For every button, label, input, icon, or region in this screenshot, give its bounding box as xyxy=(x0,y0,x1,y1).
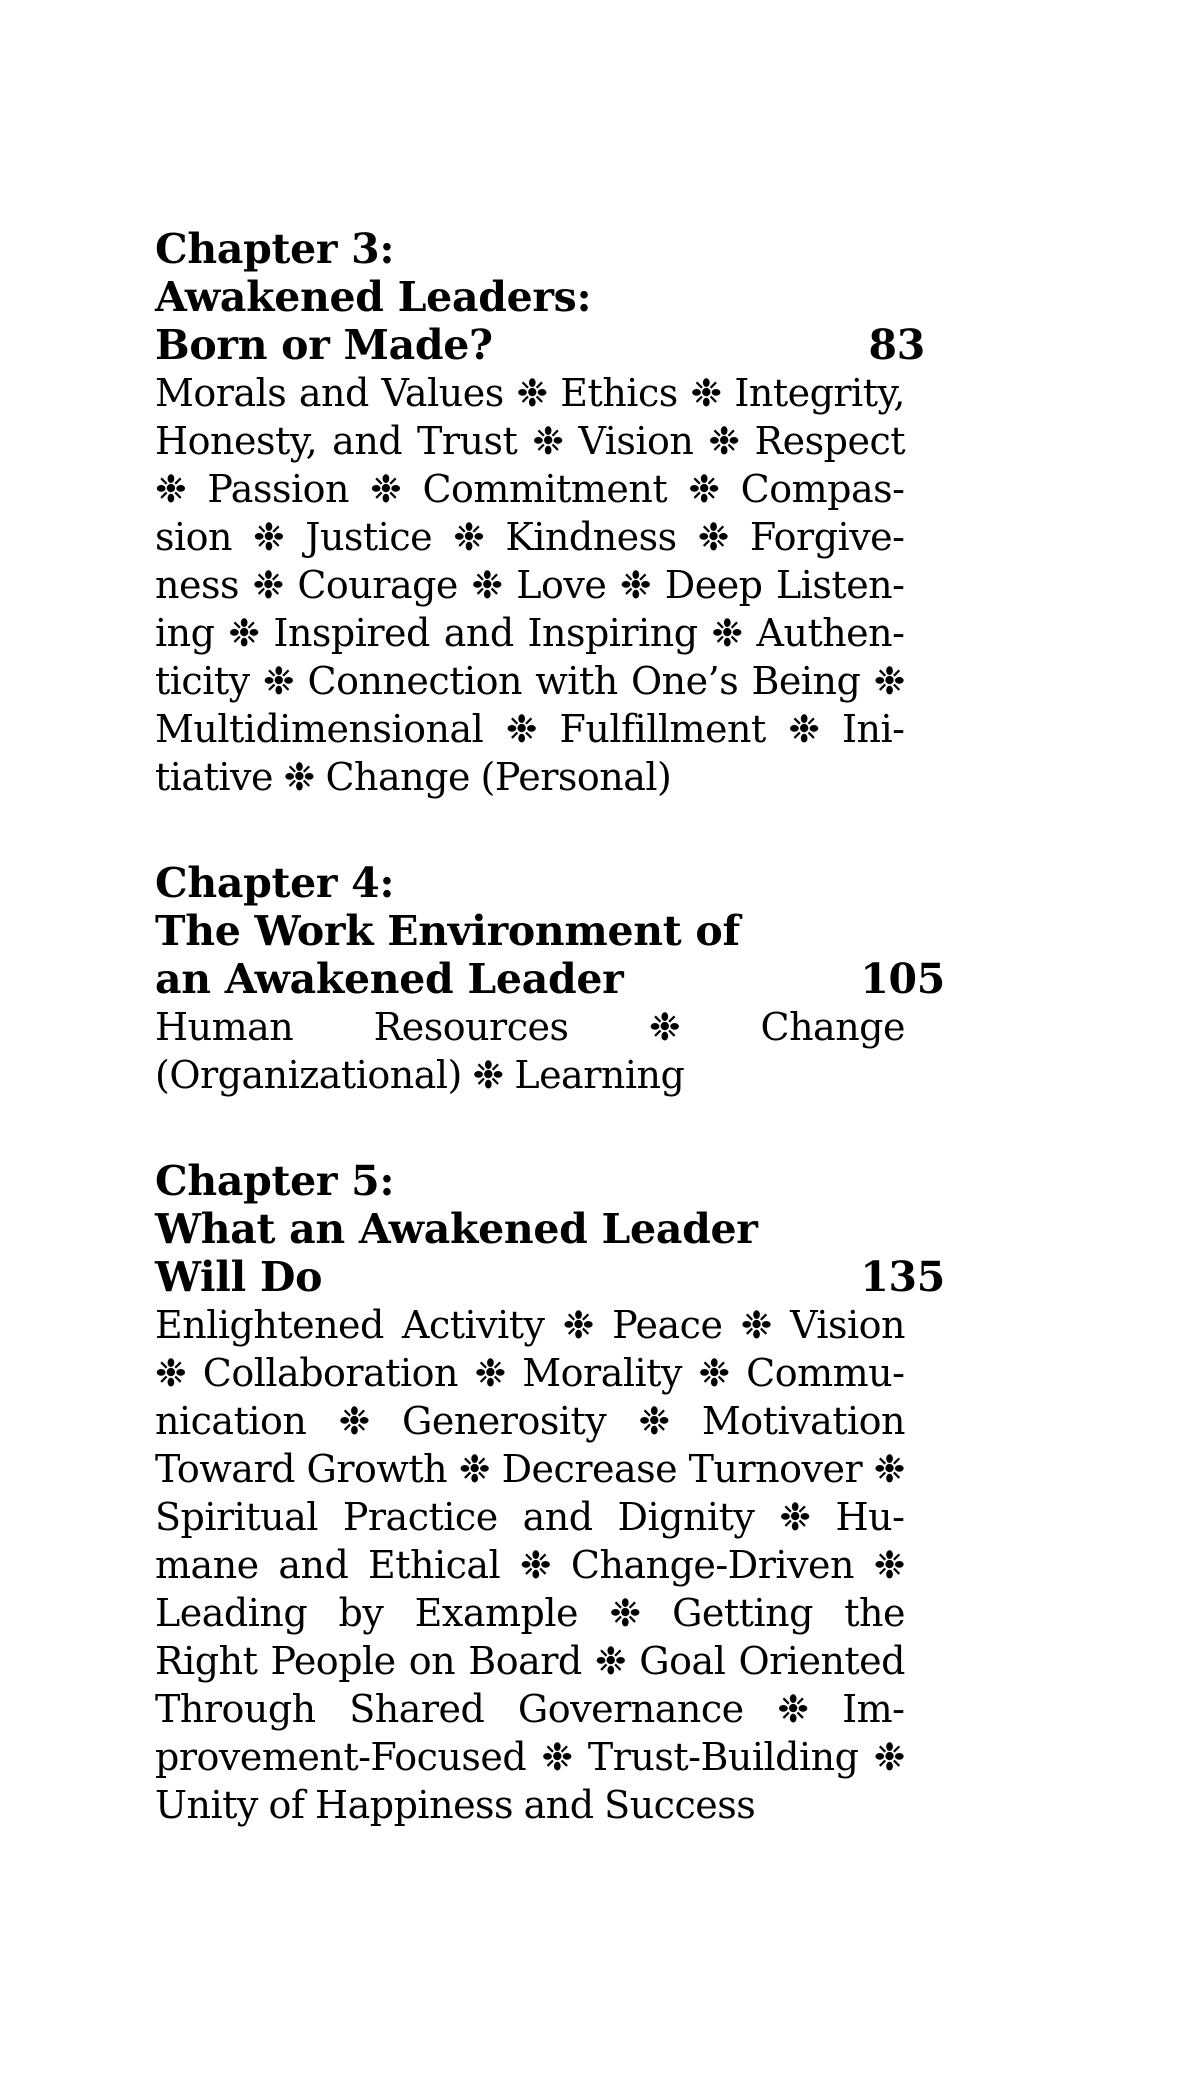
chapter-topics: Enlightened Activity ❉ Peace ❉ Vision ❉ Collaboration ❉ Morality ❉ Communication ❉ Generosity ❉ Motivation Toward Growth ❉ Decrease Turnover ❉ Spiritual Practice and Dignity ❉ Humane and Ethical ❉ Change-Driven ❉ Leading by Example ❉ Getting the Right People on Board ❉ Goal Oriented Through Shared Governance ❉ Improvement-Focused ❉ Trust-Building ❉ Unity of Happiness and Success xyxy=(155,1303,905,1827)
toc-entry-chapter-5 xyxy=(155,1157,945,1829)
chapter-heading xyxy=(155,225,925,369)
page-number: 105 xyxy=(860,955,945,1003)
page-number: 83 xyxy=(868,321,925,369)
chapter-topics: Human Resources ❉ Change (Organizational) ❉ Learning xyxy=(155,1005,905,1097)
chapter-heading xyxy=(155,1157,945,1301)
chapter-title-line: What an Awakened Leader xyxy=(155,1205,758,1253)
chapter-label: Chapter 3: xyxy=(155,225,395,273)
chapter-label: Chapter 4: xyxy=(155,859,395,907)
chapter-heading xyxy=(155,859,945,1003)
chapter-topics: Morals and Values ❉ Ethics ❉ Integrity, Honesty, and Trust ❉ Vision ❉ Respect ❉ Passion ❉ Commitment ❉ Compassion ❉ Justice ❉ Kindness ❉ Forgiveness ❉ Courage ❉ Love ❉ Deep Listening ❉ Inspired and Inspiring ❉ Authenticity ❉ Connection with One’s Being ❉ Multidimensional ❉ Fulfillment ❉ Initiative ❉ Change (Personal) xyxy=(155,371,905,799)
chapter-title-line: Awakened Leaders: xyxy=(155,273,592,321)
chapter-title-text: Will Do xyxy=(155,1253,323,1301)
chapter-label: Chapter 5: xyxy=(155,1157,395,1205)
chapter-title-text: Born or Made? xyxy=(155,321,493,369)
chapter-title-last-line xyxy=(155,955,945,1003)
chapter-title-text: an Awakened Leader xyxy=(155,955,624,1003)
toc-page xyxy=(155,225,945,1887)
chapter-title-line: The Work Environment of xyxy=(155,907,740,955)
toc-entry-chapter-3 xyxy=(155,225,925,801)
chapter-title-last-line xyxy=(155,1253,945,1301)
chapter-title-last-line xyxy=(155,321,925,369)
page-number: 135 xyxy=(860,1253,945,1301)
toc-entry-chapter-4 xyxy=(155,859,945,1099)
